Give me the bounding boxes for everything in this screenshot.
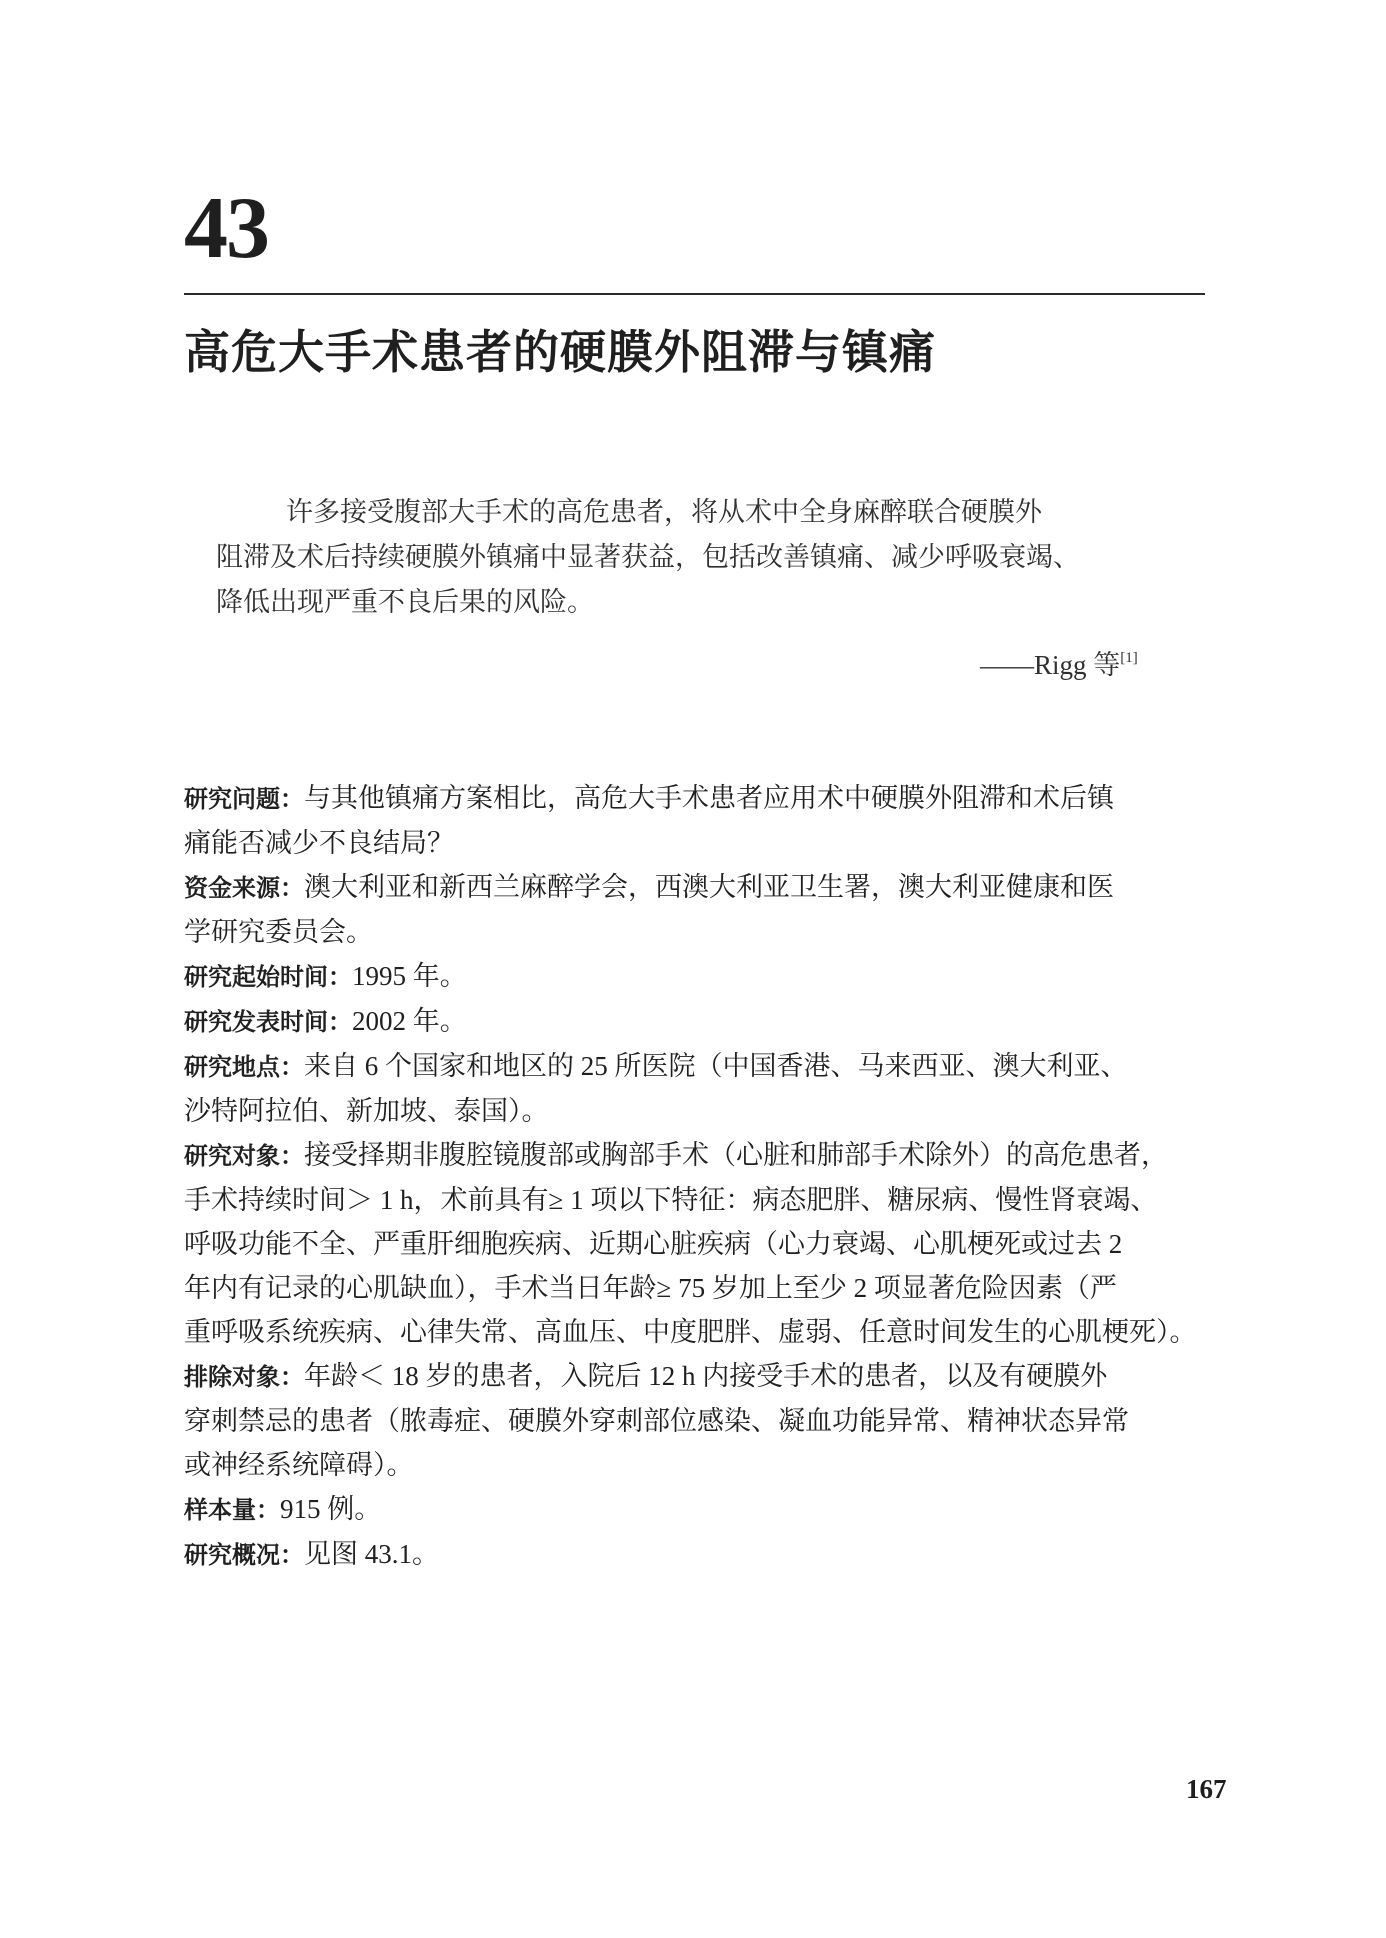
- field-label: 样本量：: [184, 1496, 280, 1524]
- epigraph-quote: [216, 490, 1186, 625]
- field-label: 研究概况：: [184, 1541, 304, 1569]
- epigraph-line: 许多接受腹部大手术的高危患者，将从术中全身麻醉联合硬膜外: [286, 497, 1042, 528]
- field-continuation: 年内有记录的心肌缺血），手术当日年龄≥ 75 岁加上至少 2 项显著危险因素（严: [184, 1273, 1117, 1303]
- field-label: 研究对象：: [184, 1142, 304, 1170]
- field-text: 2002 年。: [352, 1006, 467, 1036]
- field-sample-size: [184, 1487, 1216, 1532]
- epigraph-attribution: [980, 640, 1210, 683]
- field-continuation: 痛能否减少不良结局？: [184, 828, 454, 858]
- field-continuation: 呼吸功能不全、严重肝细胞疾病、近期心脏疾病（心力衰竭、心肌梗死或过去 2: [184, 1229, 1123, 1259]
- chapter-number: 43: [184, 180, 268, 277]
- field-publication-date: [184, 999, 1216, 1044]
- field-label: 研究问题：: [184, 785, 304, 813]
- field-label: 研究发表时间：: [184, 1008, 352, 1036]
- field-label: 排除对象：: [184, 1363, 304, 1391]
- field-text: 1995 年。: [352, 961, 467, 991]
- field-continuation: 学研究委员会。: [184, 917, 373, 947]
- field-label: 资金来源：: [184, 874, 304, 902]
- chapter-divider: [184, 293, 1205, 295]
- field-text: 澳大利亚和新西兰麻醉学会，西澳大利亚卫生署，澳大利亚健康和医: [304, 872, 1114, 902]
- field-start-date: [184, 954, 1216, 999]
- chapter-title: 高危大手术患者的硬膜外阻滞与镇痛: [184, 325, 936, 379]
- attribution-text: ——Rigg 等: [980, 650, 1121, 680]
- field-continuation: 重呼吸系统疾病、心律失常、高血压、中度肥胖、虚弱、任意时间发生的心肌梗死）。: [184, 1317, 1197, 1347]
- field-continuation: 或神经系统障碍）。: [184, 1450, 414, 1480]
- field-label: 研究起始时间：: [184, 963, 352, 991]
- field-text: 来自 6 个国家和地区的 25 所医院（中国香港、马来西亚、澳大利亚、: [304, 1051, 1128, 1081]
- field-text: 接受择期非腹腔镜腹部或胸部手术（心脏和肺部手术除外）的高危患者，: [304, 1140, 1168, 1170]
- field-continuation: 手术持续时间＞ 1 h，术前具有≥ 1 项以下特征：病态肥胖、糖尿病、慢性肾衰竭、: [184, 1185, 1158, 1215]
- field-text: 915 例。: [280, 1494, 382, 1524]
- field-location: [184, 1044, 1216, 1089]
- study-summary: [184, 776, 1216, 1577]
- page-number: 167: [1186, 1774, 1227, 1804]
- field-continuation: 沙特阿拉伯、新加坡、泰国）。: [184, 1096, 549, 1126]
- field-continuation: 穿刺禁忌的患者（脓毒症、硬膜外穿刺部位感染、凝血功能异常、精神状态异常: [184, 1406, 1129, 1436]
- field-label: 研究地点：: [184, 1053, 304, 1081]
- field-participants: [184, 1133, 1216, 1178]
- field-text: 见图 43.1。: [304, 1539, 439, 1569]
- epigraph-line: 降低出现严重不良后果的风险。: [216, 587, 594, 618]
- field-text: 与其他镇痛方案相比，高危大手术患者应用术中硬膜外阻滞和术后镇: [304, 783, 1114, 813]
- field-research-question: [184, 776, 1216, 821]
- field-text: 年龄＜ 18 岁的患者，入院后 12 h 内接受手术的患者，以及有硬膜外: [304, 1361, 1108, 1391]
- field-funding: [184, 865, 1216, 910]
- field-exclusions: [184, 1354, 1216, 1399]
- field-overview: [184, 1532, 1216, 1577]
- epigraph-line: 阻滞及术后持续硬膜外镇痛中显著获益，包括改善镇痛、减少呼吸衰竭、: [216, 542, 1080, 573]
- citation-reference: [1]: [1120, 650, 1138, 666]
